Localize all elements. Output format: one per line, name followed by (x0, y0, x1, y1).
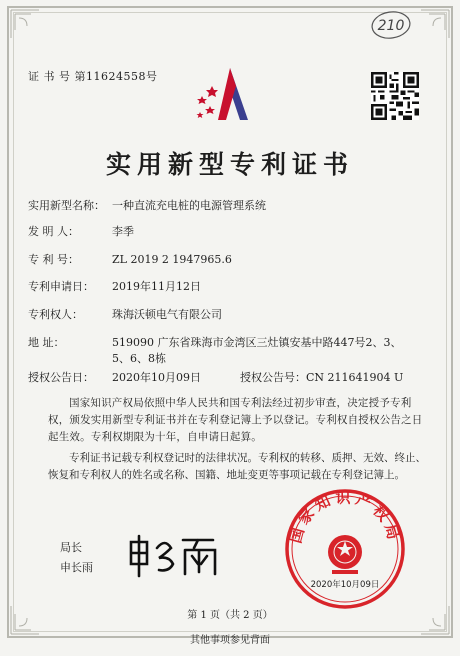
field-value: CN 211641904 U (306, 371, 404, 384)
field-label: 地 址： (28, 336, 65, 349)
handwritten-mark (368, 8, 414, 42)
field-value: ZL 2019 2 1947965.6 (112, 253, 232, 266)
director-block (60, 538, 93, 578)
grant-row (28, 370, 403, 386)
field-label: 发 明 人： (28, 225, 79, 238)
field-label: 授权公告日： (28, 371, 94, 384)
patent-office-emblem-icon (190, 62, 270, 130)
svg-text:210: 210 (377, 18, 405, 34)
body-paragraph-1: 国家知识产权局依照中华人民共和国专利法经过初步审查，决定授予专利权，颁发实用新型专利证书并在专利登记簿上予以登记。专利权自授权公告之日起生效。专利权期限为十年，自申请日起算。 (48, 397, 423, 443)
director-signature (125, 530, 235, 580)
director-title: 局长 (60, 541, 82, 554)
body-paragraph-2: 专利证书记载专利权登记时的法律状况。专利权的转移、质押、无效、终止、恢复和专利权人的姓名或名称、国籍、地址变更等事项记载在专利登记簿上。 (48, 452, 426, 481)
director-name: 申长雨 (60, 561, 93, 574)
field-value: 2019年11月12日 (112, 280, 201, 293)
qr-code-icon (371, 72, 419, 120)
official-seal-icon (282, 486, 408, 612)
patent-number-row (28, 252, 232, 268)
field-label: 实用新型名称： (28, 199, 105, 212)
filing-date-row (28, 279, 201, 295)
page-number: 第 1 页（共 2 页） (187, 610, 273, 621)
corner-ornament-icon (411, 8, 451, 48)
field-label: 专 利 号： (28, 253, 79, 266)
field-label: 授权公告号： (240, 371, 306, 384)
page-title: 实用新型专利证书 (105, 150, 354, 179)
seal-text: 国家知识产权局 (286, 488, 404, 546)
field-value: 5、6、8栋 (112, 352, 166, 365)
field-value: 李季 (112, 225, 134, 238)
address-row-continued (112, 351, 166, 367)
field-value: 一种直流充电桩的电源管理系统 (112, 199, 266, 212)
patentee-row (28, 307, 222, 323)
field-label: 专利申请日： (28, 280, 94, 293)
seal-date: 2020年10月09日 (310, 580, 380, 590)
field-label: 专利权人： (28, 308, 83, 321)
corner-ornament-icon (9, 8, 49, 48)
field-value: 519090 广东省珠海市金湾区三灶镇安基中路447号2、3、 (112, 336, 402, 349)
address-row (28, 335, 401, 351)
certificate-number: 证 书 号 第11624558号 (28, 70, 158, 83)
inventor-row (28, 224, 134, 240)
utility-model-name-row (28, 198, 266, 214)
field-value: 2020年10月09日 (112, 371, 201, 384)
field-value: 珠海沃顿电气有限公司 (112, 308, 222, 321)
footer-note: 其他事项参见背面 (190, 635, 270, 646)
